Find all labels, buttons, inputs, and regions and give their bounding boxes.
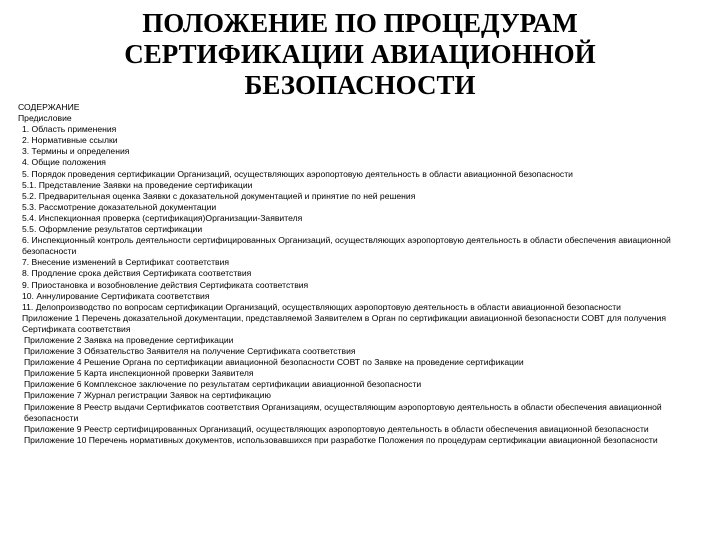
toc-item: 5.2. Предварительная оценка Заявки с доказательной документацией и принятие по ней решения [22,190,416,201]
toc-item: Приложение 2 Заявка на проведение сертификации [24,334,234,345]
toc-item: Приложение 9 Реестр сертифицированных Организаций, осуществляющих аэропортовую деятельность в области обеспечения авиационной безопасности [24,423,649,434]
toc-item: 5.5. Оформление результатов сертификации [22,224,203,235]
document-title [100,8,620,101]
toc-item: 6. Инспекционный контроль деятельности сертифицированных Организаций, осуществляющих аэропортовую деятельность в области обеспечения авиационной безопасности [22,235,671,257]
table-of-contents [18,102,702,446]
toc-item: 8. Продление срока действия Сертификата соответствия [22,268,252,279]
toc-item: Приложение 1 Перечень доказательной документации, представляемой Заявителем в Орган по сертификации авиационной безопасности СОВТ для получения Сертификата соответствия [22,312,666,334]
toc-item: Предисловие [18,113,72,124]
title-line-1: ПОЛОЖЕНИЕ ПО ПРОЦЕДУРАМ [142,8,578,38]
toc-item: 9. Приостановка и возобновление действия Сертификата соответствия [22,279,309,290]
toc-item: Приложение 10 Перечень нормативных документов, использовавшихся при разработке Положения по процедурам сертификации авиационной безопасности [24,434,658,445]
toc-item: Приложение 8 Реестр выдачи Сертификатов соответствия Организациям, осуществляющим аэропортовую деятельность в области обеспечения авиационной безопасности [24,401,662,423]
toc-item: 7. Внесение изменений в Сертификат соответствия [22,257,230,268]
toc-item: 5.3. Рассмотрение доказательной документации [22,201,217,212]
toc-item: 4. Общие положения [22,157,106,168]
toc-heading: СОДЕРЖАНИЕ [18,102,80,112]
toc-item: 2. Нормативные ссылки [22,135,118,146]
toc-item: 5.1. Представление Заявки на проведение сертификации [22,179,253,190]
toc-item: Приложение 7 Журнал регистрации Заявок на сертификацию [24,390,272,401]
toc-item: 3. Термины и определения [22,146,130,157]
toc-item: 11. Делопроизводство по вопросам сертификации Организаций, осуществляющих аэропортовую деятельность в области авиационной безопасности [22,301,621,312]
toc-item: 5. Порядок проведения сертификации Организаций, осуществляющих аэропортовую деятельность в области авиационной безопасности [22,168,573,179]
toc-item: Приложение 5 Карта инспекционной проверки Заявителя [24,368,254,379]
title-line-3: БЕЗОПАСНОСТИ [244,70,476,100]
toc-item: 10. Аннулирование Сертификата соответствия [22,290,210,301]
toc-item: 5.4. Инспекционная проверка (сертификация)Организации-Заявителя [22,212,303,223]
title-line-2: СЕРТИФИКАЦИИ АВИАЦИОННОЙ [124,39,596,69]
toc-item: 1. Область применения [22,124,117,135]
toc-item: Приложение 3 Обязательство Заявителя на получение Сертификата соответствия [24,346,356,357]
toc-item: Приложение 4 Решение Органа по сертификации авиационной безопасности СОВТ по Заявке на проведение сертификации [24,357,524,368]
toc-item: Приложение 6 Комплексное заключение по результатам сертификации авиационной безопасности [24,379,422,390]
